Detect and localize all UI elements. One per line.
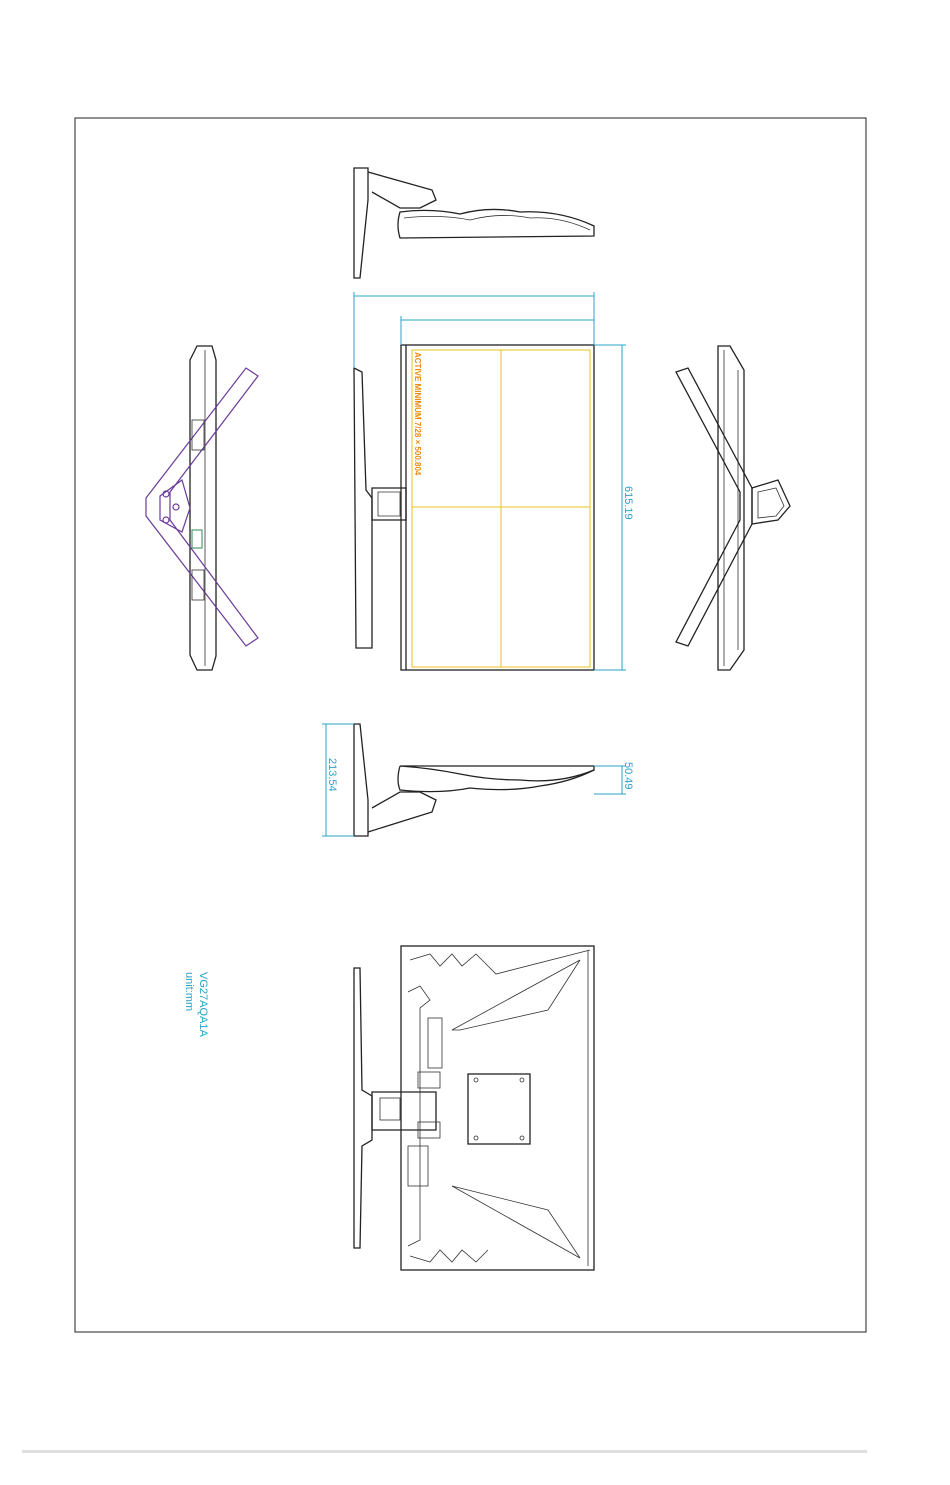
front-view [354,292,634,670]
panel-depth-dimension-label: 50.49 [622,762,634,790]
top-view [354,168,594,278]
model-name: VG27AQA1A [197,972,209,1037]
drawing-frame [75,118,866,1332]
height-dimension-label: 615.19 [622,486,634,520]
rear-view [354,946,594,1270]
stand-depth-dimension-label: 213.54 [326,758,338,792]
screen-logo: ACTIVE MINIMUM 7/28 × 500.804 [413,352,422,476]
right-view [676,346,790,670]
unit-label: unit:mm [183,972,195,1012]
left-view [146,346,258,670]
footer-divider [22,1450,867,1453]
bottom-view [322,724,634,836]
